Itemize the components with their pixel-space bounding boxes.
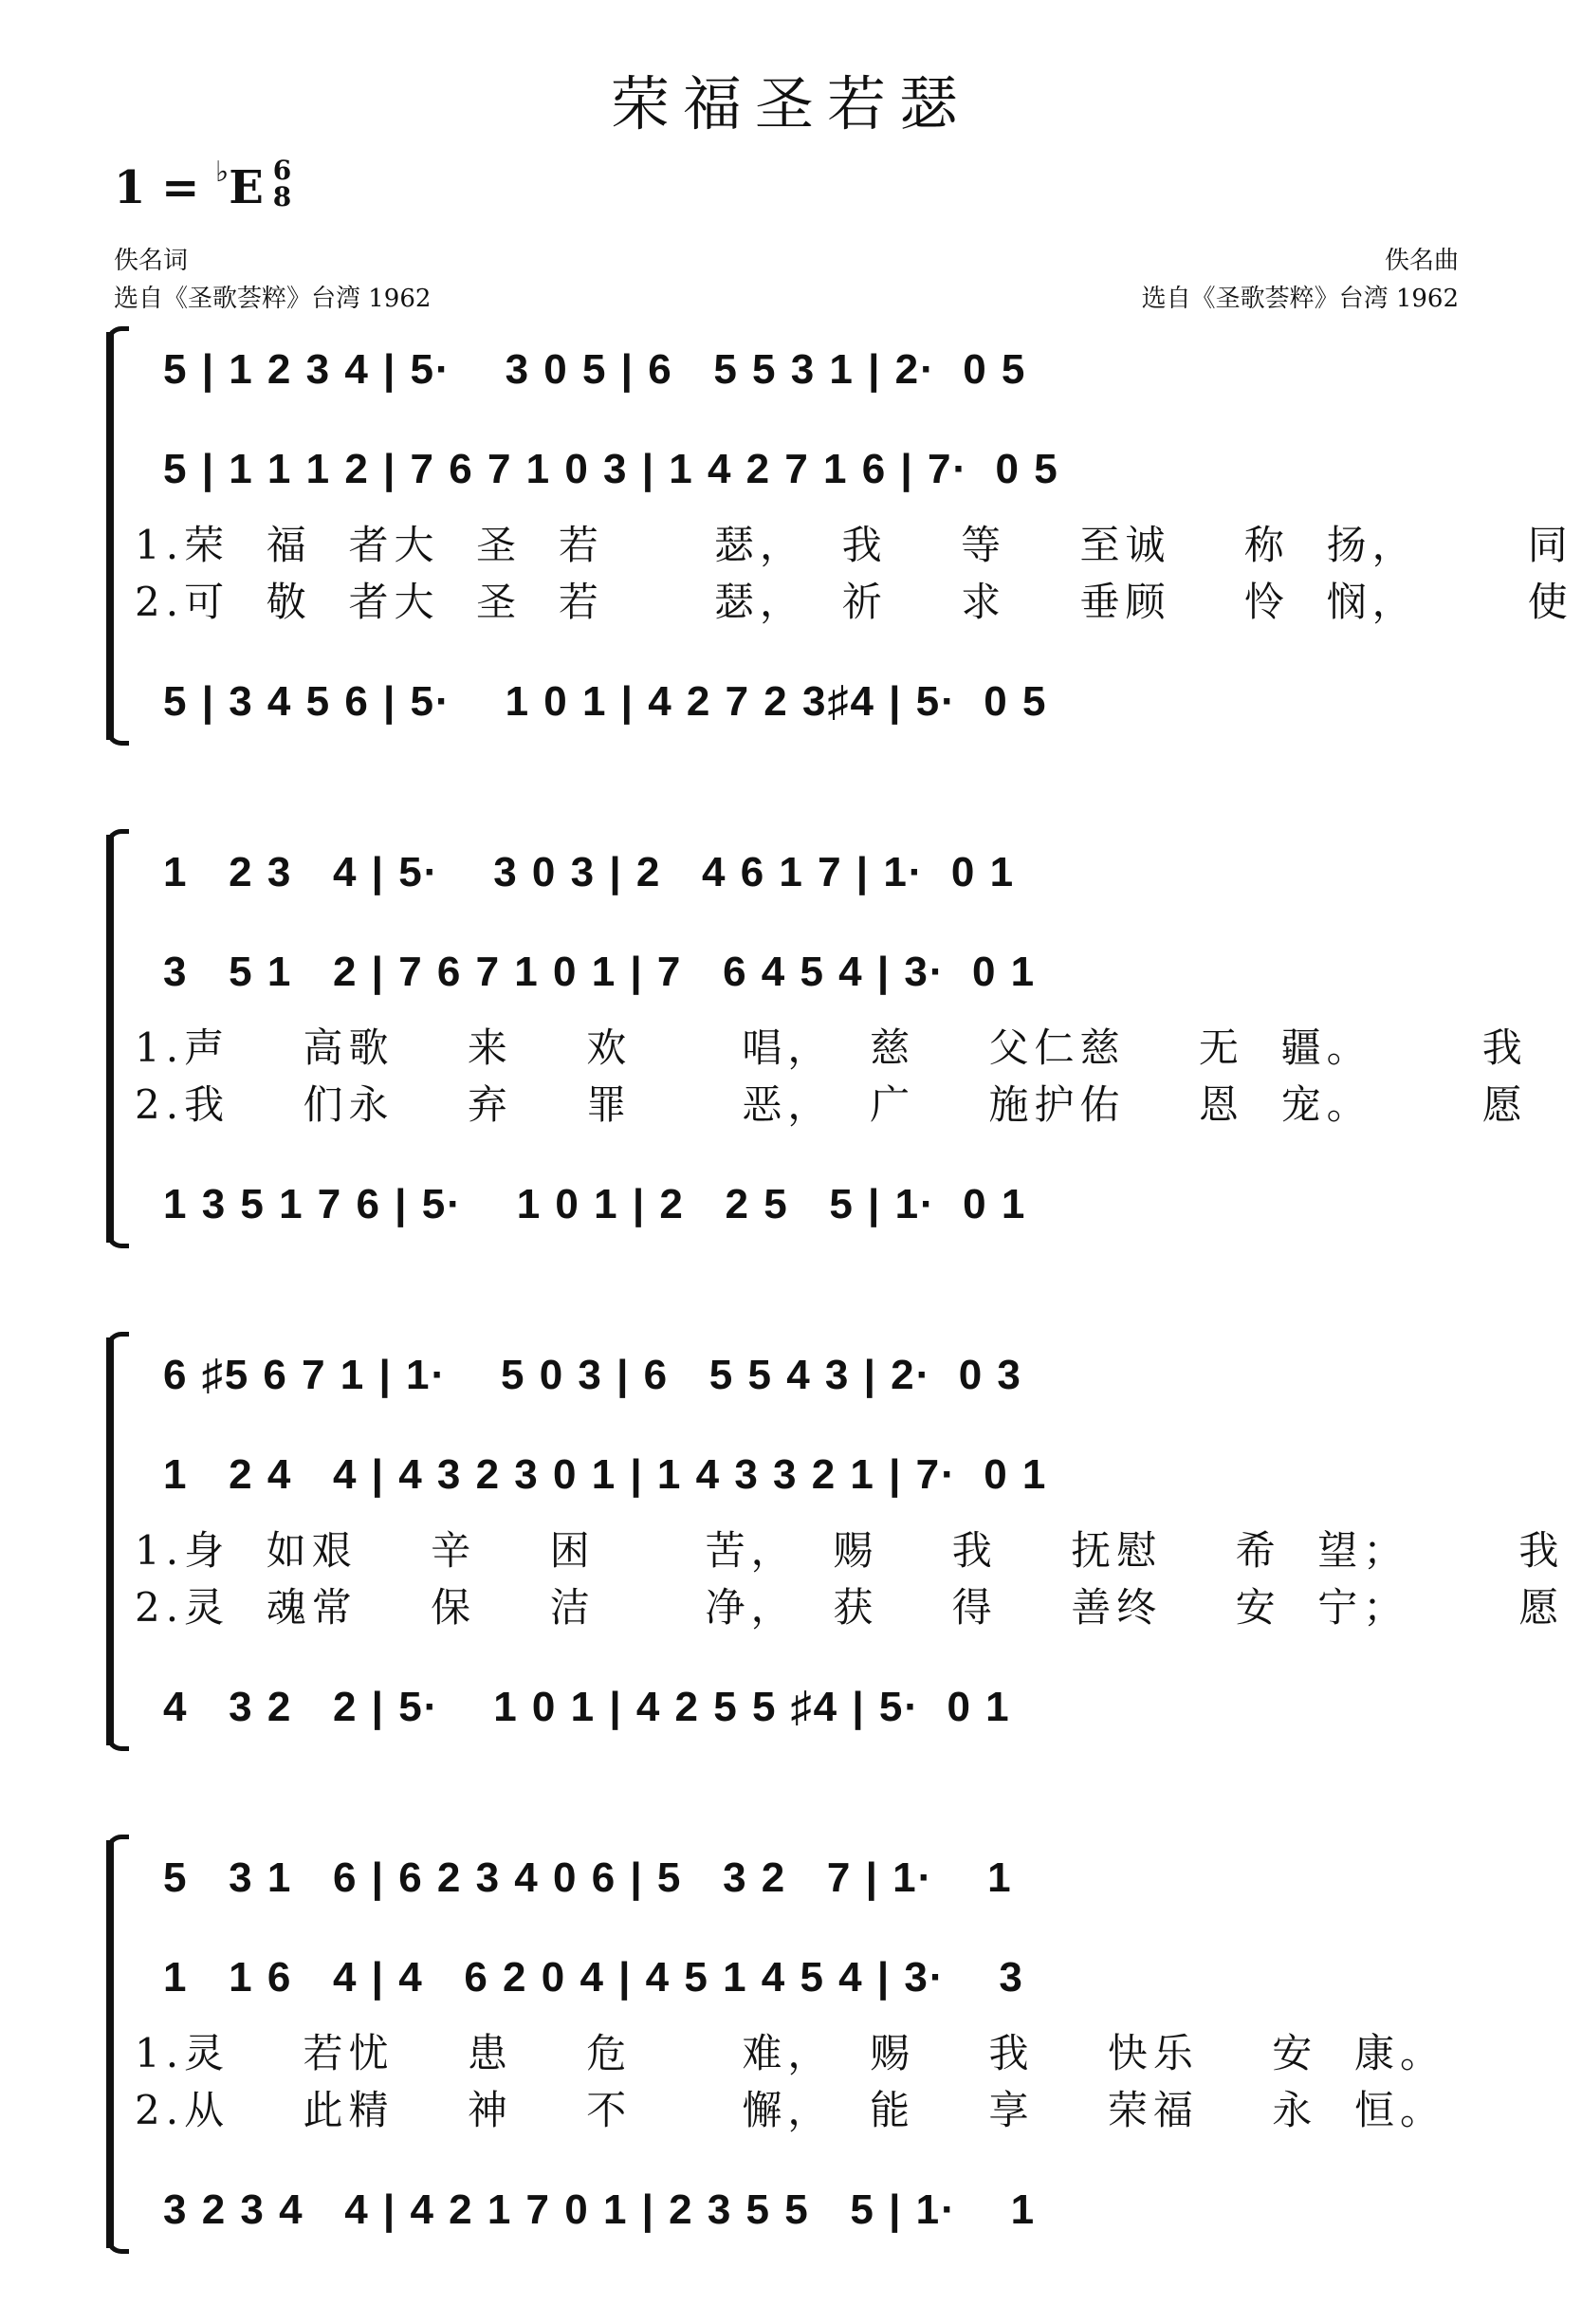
system-brace: [106, 332, 123, 740]
bass-line: 3 2 3 4 4 | 4 2 1 7 0 1 | 2 3 5 5 5 | 1· 1: [163, 2186, 1037, 2233]
verse-1-lyrics: 1.身 如艰 辛 困 苦， 赐 我 抚慰 希 望； 我: [135, 1527, 1565, 1574]
key-signature: 1 = ♭E 6 8: [114, 154, 292, 214]
bass-line: 4 3 2 2 | 5· 1 0 1 | 4 2 5 5 ♯4 | 5· 0 1: [163, 1684, 1011, 1730]
composer-credit: 佚名曲 选自《圣歌荟粹》台湾 1962: [1141, 247, 1459, 313]
verse-2-lyrics: 2.从 此精 神 不 懈， 能 享 荣福 永 恒。: [135, 2087, 1445, 2133]
score-system-1: [106, 332, 1573, 740]
soprano-line: 6 ♯5 6 7 1 | 1· 5 0 3 | 6 5 5 4 3 | 2· 0 3: [163, 1352, 1022, 1398]
system-brace: [106, 835, 123, 1243]
verse-1-lyrics: 1.荣 福 者大 圣 若 瑟， 我 等 至诚 称 扬， 同: [135, 522, 1573, 568]
alto-line: 1 1 6 4 | 4 6 2 0 4 | 4 5 1 4 5 4 | 3· 3: [163, 1954, 1024, 2001]
lyricist-credit: 佚名词 选自《圣歌荟粹》台湾 1962: [114, 247, 432, 313]
score-system-3: [106, 1337, 1565, 1745]
flat-sign: ♭: [215, 156, 230, 189]
verse-2-lyrics: 2.我 们永 弃 罪 恶， 广 施护佑 恩 宠。 愿: [135, 1081, 1528, 1128]
alto-line: 3 5 1 2 | 7 6 7 1 0 1 | 7 6 4 5 4 | 3· 0 1: [163, 949, 1037, 995]
soprano-line: 1 2 3 4 | 5· 3 0 3 | 2 4 6 1 7 | 1· 0 1: [163, 849, 1016, 895]
score-system-2: [106, 835, 1528, 1243]
score-system-4: [106, 1840, 1481, 2248]
page-title: 荣福圣若瑟: [610, 69, 971, 138]
soprano-line: 5 | 1 2 3 4 | 5· 3 0 5 | 6 5 5 3 1 | 2· 0 5: [163, 346, 1027, 393]
verse-2-lyrics: 2.可 敬 者大 圣 若 瑟， 祈 求 垂顾 怜 悯， 使: [135, 579, 1573, 625]
verse-1-lyrics: 1.灵 若忧 患 危 难， 赐 我 快乐 安 康。: [135, 2030, 1445, 2076]
verse-1-lyrics: 1.声 高歌 来 欢 唱， 慈 父仁慈 无 疆。 我: [135, 1024, 1528, 1071]
bass-line: 5 | 3 4 5 6 | 5· 1 0 1 | 4 2 7 2 3♯4 | 5· 0 5: [163, 678, 1048, 725]
time-signature: 6 8: [272, 154, 292, 212]
soprano-line: 5 3 1 6 | 6 2 3 4 0 6 | 5 3 2 7 | 1· 1: [163, 1854, 1013, 1901]
bass-line: 1 3 5 1 7 6 | 5· 1 0 1 | 2 2 5 5 | 1· 0 1: [163, 1181, 1027, 1227]
alto-line: 1 2 4 4 | 4 3 2 3 0 1 | 1 4 3 3 2 1 | 7· 0 1: [163, 1451, 1048, 1498]
system-brace: [106, 1337, 123, 1745]
system-brace: [106, 1840, 123, 2248]
verse-2-lyrics: 2.灵 魂常 保 洁 净， 获 得 善终 安 宁； 愿: [135, 1584, 1565, 1631]
alto-line: 5 | 1 1 1 2 | 7 6 7 1 0 3 | 1 4 2 7 1 6 | 7· 0 5: [163, 446, 1059, 492]
